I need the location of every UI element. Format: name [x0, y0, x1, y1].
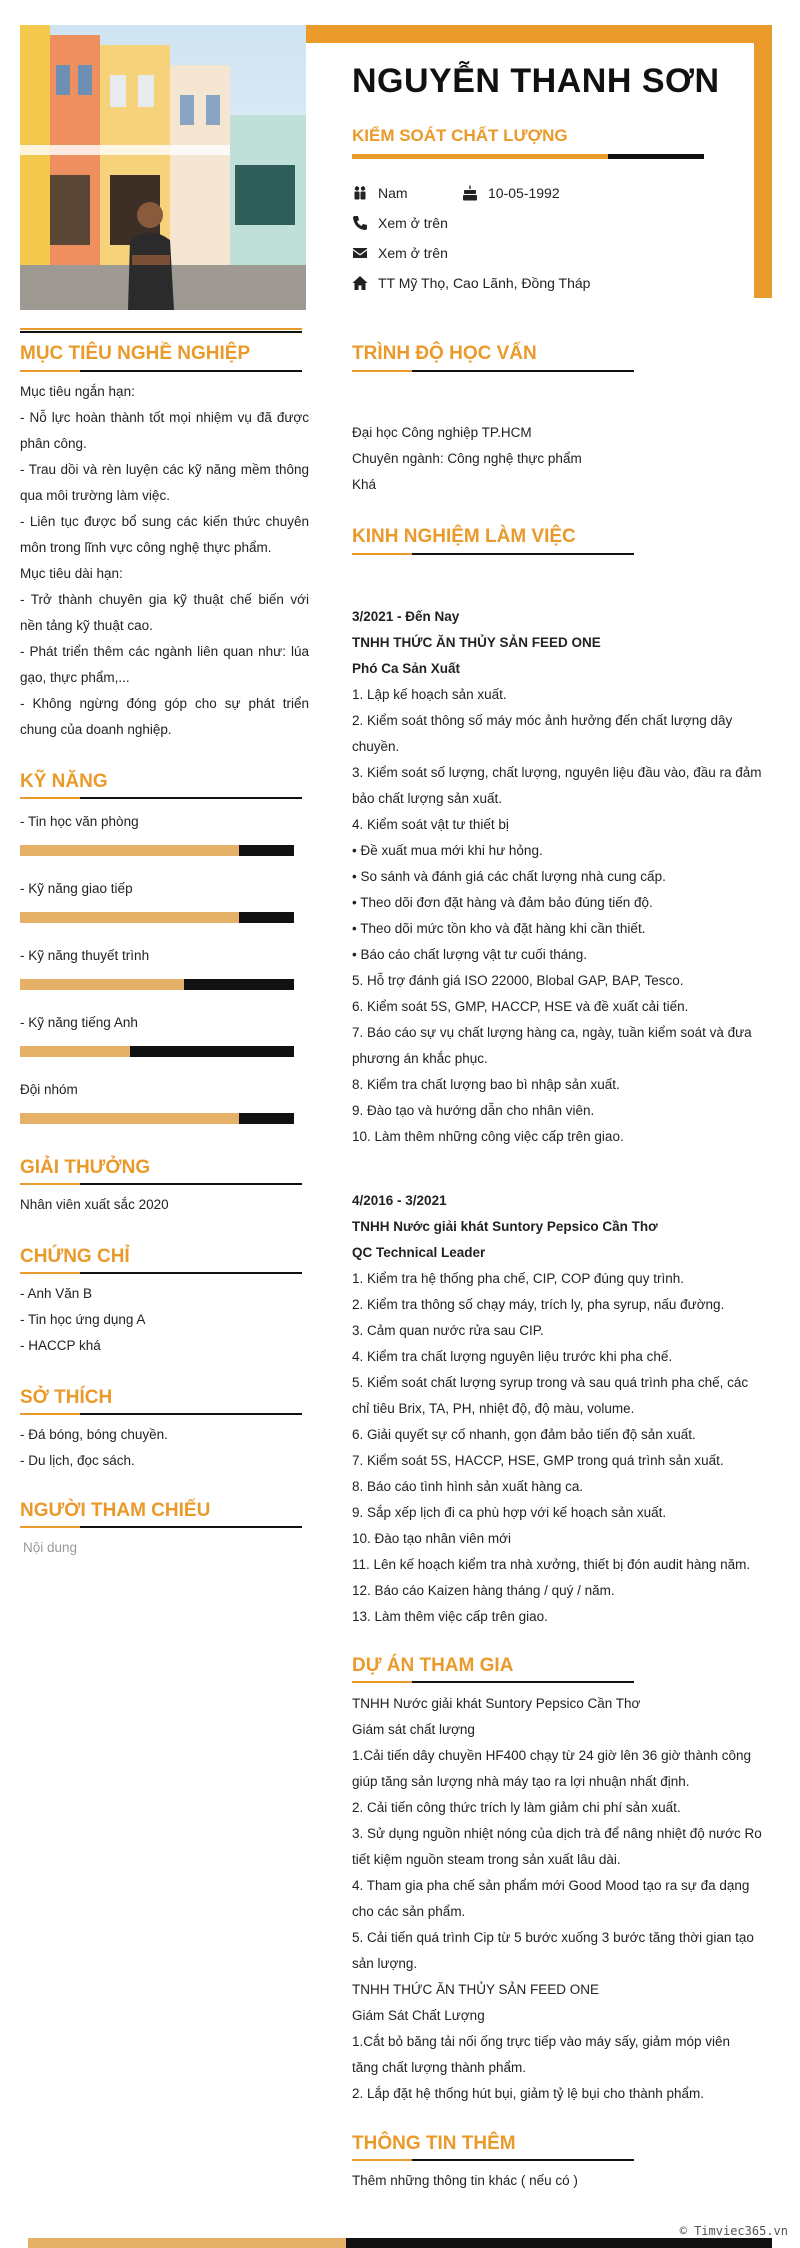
skill-bar — [20, 845, 294, 856]
project-line: 2. Cải tiến công thức trích ly làm giảm chi phí sản xuất. — [352, 1800, 681, 1815]
certificates-heading: CHỨNG CHỈ — [20, 1246, 130, 1267]
job-duty: 4. Kiểm soát vật tư thiết bị — [352, 817, 509, 832]
career-goal-text — [20, 379, 309, 743]
phone-icon — [352, 215, 368, 231]
job-duty: 9. Đào tạo và hướng dẫn cho nhân viên. — [352, 1103, 595, 1118]
job-duty: chỉ tiêu Brix, TA, PH, nhiệt độ, độ màu, volume. — [352, 1401, 635, 1416]
skill-label: - Tin học văn phòng — [20, 814, 139, 829]
job-duty: 5. Kiểm soát chất lượng syrup trong và sau quá trình pha chế, các — [352, 1375, 749, 1390]
job-duty: 7. Báo cáo sự vụ chất lượng hàng ca, ngày, tuần kiểm soát và đưa — [352, 1025, 752, 1040]
job-period: 3/2021 - Đến Nay — [352, 609, 460, 624]
project-line: tăng chất lượng thành phẩm. — [352, 2060, 527, 2075]
project-line: TNHH Nước giải khát Suntory Pepsico Cần Thơ — [352, 1696, 641, 1711]
career-goal-line: - Trở thành chuyên gia kỹ thuật chế biến với nền tảng kỹ thuật cao. — [20, 592, 309, 633]
job-duty: • Theo dõi mức tồn kho và đặt hàng khi cần thiết. — [352, 921, 646, 936]
footer-bar — [28, 2238, 772, 2248]
job-duty: 7. Kiểm soát 5S, HACCP, HSE, GMP trong quá trình sản xuất. — [352, 1453, 724, 1468]
candidate-name: NGUYỄN THANH SƠN — [352, 62, 720, 100]
job-duty: phương án khắc phục. — [352, 1051, 488, 1066]
other-info-line: Thêm những thông tin khác ( nếu có ) — [352, 2173, 578, 2188]
project-line: 2. Lắp đặt hệ thống hút bụi, giảm tỷ lệ bụi cho thành phẩm. — [352, 2086, 704, 2101]
job-duty: 13. Làm thêm việc cấp trên giao. — [352, 1609, 548, 1624]
career-goal-line: - Phát triển thêm các ngành liên quan như: lúa gạo, thực phẩm,... — [20, 644, 309, 685]
job-duty: • Đề xuất mua mới khi hư hỏng. — [352, 843, 543, 858]
home-icon — [352, 275, 368, 291]
skill-bar — [20, 1046, 294, 1057]
career-goal-line: - Không ngừng đóng góp cho sự phát triển chung của doanh nghiệp. — [20, 696, 309, 737]
skills-rule — [20, 797, 302, 799]
references-heading: NGƯỜI THAM CHIẾU — [20, 1500, 211, 1521]
project-line: Giám sát chất lượng — [352, 1722, 475, 1737]
awards-heading: GIẢI THƯỞNG — [20, 1157, 151, 1178]
certificate-item: - Tin học ứng dụng A — [20, 1312, 146, 1327]
job-duty: • Theo dõi đơn đặt hàng và đảm bảo đúng tiến độ. — [352, 895, 653, 910]
hobbies-list — [20, 1422, 168, 1474]
education-grade: Khá — [352, 477, 377, 492]
hobby-item: - Đá bóng, bóng chuyền. — [20, 1427, 168, 1442]
project-line: giúp tăng sản lượng nhà máy tạo ra lợi nhuận nhất định. — [352, 1774, 690, 1789]
career-goal-line: - Trau dồi và rèn luyện các kỹ năng mềm thông qua môi trường làm việc. — [20, 462, 309, 503]
experience-job — [352, 604, 772, 1150]
job-duty: 3. Cảm quan nước rửa sau CIP. — [352, 1323, 544, 1338]
certificates-rule — [20, 1272, 302, 1274]
gender-value: Nam — [378, 185, 408, 201]
references-rule — [20, 1526, 302, 1528]
job-title: KIỂM SOÁT CHẤT LƯỢNG — [352, 126, 568, 145]
job-duty: 10. Đào tạo nhân viên mới — [352, 1531, 511, 1546]
career-goal-line: - Liên tục được bổ sung các kiến thức chuyên môn trong lĩnh vực công nghệ thực phẩm. — [20, 514, 309, 555]
education-major: Chuyên ngành: Công nghệ thực phẩm — [352, 451, 582, 466]
career-goal-line: - Nỗ lực hoàn thành tốt mọi nhiệm vụ đã được phân công. — [20, 410, 309, 451]
skill-label: - Kỹ năng thuyết trình — [20, 948, 150, 963]
address-value: TT Mỹ Thọ, Cao Lãnh, Đồng Tháp — [378, 275, 591, 291]
projects-rule — [352, 1681, 634, 1683]
project-line: Giám Sát Chất Lượng — [352, 2008, 485, 2023]
project-line: cho các sản phẩm. — [352, 1904, 466, 1919]
job-duty: 8. Báo cáo tình hình sản xuất hàng ca. — [352, 1479, 584, 1494]
project-line: 1.Cải tiến dây chuyền HF400 chạy từ 24 giờ lên 36 giờ thành công — [352, 1748, 751, 1763]
watermark: © Timviec365.vn — [679, 2224, 788, 2238]
envelope-icon — [352, 245, 368, 261]
job-duty: • Báo cáo chất lượng vật tư cuối tháng. — [352, 947, 588, 962]
project-line: 5. Cải tiến quá trình Cip từ 5 bước xuống 3 bước tăng thời gian tạo — [352, 1930, 754, 1945]
hobbies-heading: SỞ THÍCH — [20, 1387, 113, 1408]
job-position: Phó Ca Sản Xuất — [352, 661, 461, 676]
job-company: TNHH Nước giải khát Suntory Pepsico Cần Thơ — [352, 1219, 658, 1234]
job-duty: chuyền. — [352, 739, 400, 754]
job-position: QC Technical Leader — [352, 1245, 486, 1260]
job-company: TNHH THỨC ĂN THỦY SẢN FEED ONE — [352, 635, 601, 650]
project-line: 1.Cắt bỏ băng tải nối ống trực tiếp vào máy sấy, giảm móp viên — [352, 2034, 730, 2049]
title-divider — [352, 154, 704, 159]
job-duty: 6. Giải quyết sự cố nhanh, gọn đảm bảo tiến độ sản xuất. — [352, 1427, 696, 1442]
job-duty: 1. Kiểm tra hệ thống pha chế, CIP, COP đúng quy trình. — [352, 1271, 684, 1286]
certificate-item: - Anh Văn B — [20, 1286, 93, 1301]
education-details — [352, 420, 582, 498]
hobby-item: - Du lịch, đọc sách. — [20, 1453, 135, 1468]
experience-job — [352, 1188, 772, 1630]
job-duty: 5. Hỗ trợ đánh giá ISO 22000, Blobal GAP, BAP, Tesco. — [352, 973, 684, 988]
other-info-text — [352, 2168, 578, 2194]
job-duty: 9. Sắp xếp lịch đi ca phù hợp với kế hoạch sản xuất. — [352, 1505, 667, 1520]
project-line: TNHH THỨC ĂN THỦY SẢN FEED ONE — [352, 1982, 600, 1997]
projects-list — [352, 1691, 772, 2107]
birthday-value: 10-05-1992 — [488, 185, 560, 201]
career-goal-line: Mục tiêu ngắn hạn: — [20, 384, 135, 399]
job-duty: 3. Kiểm soát số lượng, chất lượng, nguyên liệu đầu vào, đầu ra đảm — [352, 765, 762, 780]
career-goal-line: Mục tiêu dài hạn: — [20, 566, 123, 581]
hobbies-rule — [20, 1413, 302, 1415]
awards-list — [20, 1192, 169, 1218]
people-icon — [352, 185, 368, 201]
skills-heading: KỸ NĂNG — [20, 771, 108, 792]
job-duty: 8. Kiểm tra chất lượng bao bì nhập sản xuất. — [352, 1077, 620, 1092]
certificate-item: - HACCP khá — [20, 1338, 101, 1353]
address-row — [352, 275, 590, 291]
experience-rule — [352, 553, 634, 555]
job-duty: • So sánh và đánh giá các chất lượng nhà cung cấp. — [352, 869, 666, 884]
projects-heading: DỰ ÁN THAM GIA — [352, 1655, 514, 1676]
job-duty: 6. Kiểm soát 5S, GMP, HACCP, HSE và đề xuất cải tiến. — [352, 999, 689, 1014]
awards-rule — [20, 1183, 302, 1185]
job-duty: 4. Kiểm tra chất lượng nguyên liệu trước khi pha chế. — [352, 1349, 673, 1364]
experience-heading: KINH NGHIỆM LÀM VIỆC — [352, 526, 576, 547]
skill-bar — [20, 1113, 294, 1124]
gender-row — [352, 185, 408, 201]
left-column-divider — [20, 328, 302, 333]
job-duty: 1. Lập kế hoạch sản xuất. — [352, 687, 507, 702]
job-duty: 12. Báo cáo Kaizen hàng tháng / quý / năm. — [352, 1583, 615, 1598]
skill-bar — [20, 912, 294, 923]
birthday-row — [462, 185, 560, 201]
education-heading: TRÌNH ĐỘ HỌC VẤN — [352, 343, 537, 364]
references-placeholder[interactable]: Nội dung — [23, 1540, 78, 1555]
skill-label: Đội nhóm — [20, 1082, 78, 1097]
project-line: sản lượng. — [352, 1956, 418, 1971]
job-duty: 11. Lên kế hoạch kiểm tra nhà xưởng, thiết bị đón audit hàng năm. — [352, 1557, 751, 1572]
skill-bar — [20, 979, 294, 990]
project-line: 4. Tham gia pha chế sản phẩm mới Good Mood tạo ra sự đa dạng — [352, 1878, 750, 1893]
other-info-rule — [352, 2159, 634, 2161]
job-duty: bảo chất lượng sản xuất. — [352, 791, 502, 806]
skill-label: - Kỹ năng tiếng Anh — [20, 1015, 138, 1030]
project-line: 3. Sử dụng nguồn nhiệt nóng của dịch trà để nâng nhiệt độ nước Ro — [352, 1826, 762, 1841]
job-duty: 10. Làm thêm những công việc cấp trên giao. — [352, 1129, 624, 1144]
other-info-heading: THÔNG TIN THÊM — [352, 2133, 516, 2154]
job-duty: 2. Kiểm soát thông số máy móc ảnh hưởng đến chất lượng dây — [352, 713, 733, 728]
job-period: 4/2016 - 3/2021 — [352, 1193, 447, 1208]
certificates-list — [20, 1281, 145, 1359]
project-line: tiết kiệm nguồn steam trong sản xuất lâu dài. — [352, 1852, 621, 1867]
skill-label: - Kỹ năng giao tiếp — [20, 881, 133, 896]
award-item: Nhân viên xuất sắc 2020 — [20, 1197, 169, 1212]
education-rule — [352, 370, 634, 372]
email-value: Xem ở trên — [378, 245, 448, 261]
career-goal-rule — [20, 370, 302, 372]
email-row — [352, 245, 448, 261]
education-school: Đại học Công nghiệp TP.HCM — [352, 425, 532, 440]
phone-value: Xem ở trên — [378, 215, 448, 231]
phone-row — [352, 215, 448, 231]
job-duty: 2. Kiểm tra thông số chạy máy, trích ly, pha syrup, nấu đường. — [352, 1297, 725, 1312]
profile-photo — [20, 25, 306, 310]
birthday-cake-icon — [462, 185, 478, 201]
career-goal-heading: MỤC TIÊU NGHỀ NGHIỆP — [20, 343, 251, 364]
